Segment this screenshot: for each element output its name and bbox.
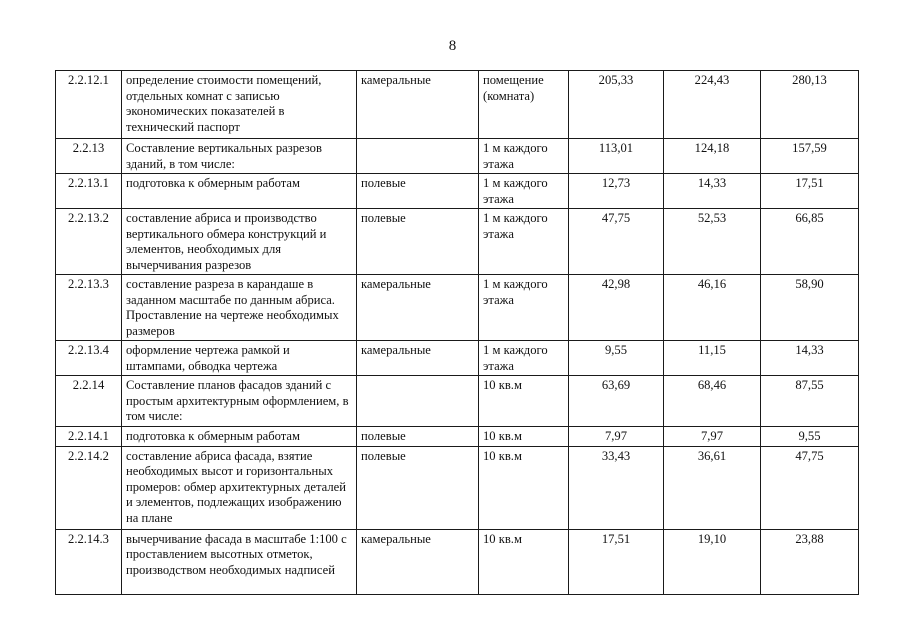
row-name-cell: составление разреза в карандаше в заданном масштабе по данным абриса. Проставление на чертеже необходимых размеров [122, 275, 357, 341]
row-code-cell: 2.2.13.4 [56, 341, 122, 376]
row-price-2-cell: 14,33 [664, 174, 761, 209]
row-unit-cell: 1 м каждого этажа [479, 139, 569, 174]
row-name-cell: Составление вертикальных разрезов зданий, в том числе: [122, 139, 357, 174]
row-price-3-cell: 280,13 [761, 71, 859, 139]
row-price-1-cell: 12,73 [569, 174, 664, 209]
row-price-3-cell: 17,51 [761, 174, 859, 209]
table-row [56, 209, 859, 275]
row-price-2-cell: 46,16 [664, 275, 761, 341]
row-price-1-cell: 113,01 [569, 139, 664, 174]
row-unit-cell: 1 м каждого этажа [479, 275, 569, 341]
row-price-3-cell: 23,88 [761, 529, 859, 594]
row-price-2-cell: 52,53 [664, 209, 761, 275]
row-work-type-cell [357, 139, 479, 174]
row-name-cell: подготовка к обмерным работам [122, 174, 357, 209]
table-row [56, 446, 859, 529]
row-price-1-cell: 17,51 [569, 529, 664, 594]
row-code-cell: 2.2.14.3 [56, 529, 122, 594]
row-name-cell: вычерчивание фасада в масштабе 1:100 с проставлением высотных отметок, производством необходимых надписей [122, 529, 357, 594]
row-unit-cell: 10 кв.м [479, 529, 569, 594]
row-name-cell: оформление чертежа рамкой и штампами, обводка чертежа [122, 341, 357, 376]
row-price-2-cell: 68,46 [664, 376, 761, 427]
tariff-table [55, 70, 859, 595]
table-row [56, 427, 859, 447]
table-row [56, 275, 859, 341]
row-work-type-cell: камеральные [357, 529, 479, 594]
row-price-3-cell: 66,85 [761, 209, 859, 275]
table-row [56, 529, 859, 594]
row-unit-cell: 10 кв.м [479, 376, 569, 427]
row-price-3-cell: 9,55 [761, 427, 859, 447]
row-price-3-cell: 157,59 [761, 139, 859, 174]
row-price-2-cell: 36,61 [664, 446, 761, 529]
row-price-2-cell: 19,10 [664, 529, 761, 594]
row-unit-cell: 10 кв.м [479, 446, 569, 529]
row-name-cell: составление абриса фасада, взятие необходимых высот и горизонтальных промеров: обмер архитектурных деталей и элементов, подлежащих изображению на плане [122, 446, 357, 529]
table-row [56, 174, 859, 209]
row-price-1-cell: 7,97 [569, 427, 664, 447]
row-work-type-cell: камеральные [357, 341, 479, 376]
row-unit-cell: 1 м каждого этажа [479, 341, 569, 376]
row-price-1-cell: 205,33 [569, 71, 664, 139]
row-price-1-cell: 63,69 [569, 376, 664, 427]
row-price-1-cell: 47,75 [569, 209, 664, 275]
table-row [56, 71, 859, 139]
row-name-cell: определение стоимости помещений, отдельных комнат с записью экономических показателей в технический паспорт [122, 71, 357, 139]
row-price-2-cell: 7,97 [664, 427, 761, 447]
row-price-3-cell: 14,33 [761, 341, 859, 376]
table-row [56, 139, 859, 174]
row-name-cell: подготовка к обмерным работам [122, 427, 357, 447]
row-unit-cell: 1 м каждого этажа [479, 209, 569, 275]
row-price-1-cell: 33,43 [569, 446, 664, 529]
row-work-type-cell: камеральные [357, 275, 479, 341]
row-code-cell: 2.2.14 [56, 376, 122, 427]
row-unit-cell: помещение (комната) [479, 71, 569, 139]
row-price-3-cell: 87,55 [761, 376, 859, 427]
row-work-type-cell: полевые [357, 427, 479, 447]
row-price-1-cell: 42,98 [569, 275, 664, 341]
row-code-cell: 2.2.14.2 [56, 446, 122, 529]
row-work-type-cell: камеральные [357, 71, 479, 139]
row-code-cell: 2.2.13.3 [56, 275, 122, 341]
page-number: 8 [448, 38, 457, 54]
row-price-2-cell: 124,18 [664, 139, 761, 174]
row-work-type-cell [357, 376, 479, 427]
row-price-1-cell: 9,55 [569, 341, 664, 376]
row-name-cell: составление абриса и производство вертикального обмера конструкций и элементов, необходимых для вычерчивания разрезов [122, 209, 357, 275]
row-work-type-cell: полевые [357, 446, 479, 529]
row-work-type-cell: полевые [357, 209, 479, 275]
row-code-cell: 2.2.13.1 [56, 174, 122, 209]
row-unit-cell: 10 кв.м [479, 427, 569, 447]
row-price-3-cell: 58,90 [761, 275, 859, 341]
row-price-2-cell: 11,15 [664, 341, 761, 376]
row-price-2-cell: 224,43 [664, 71, 761, 139]
row-code-cell: 2.2.14.1 [56, 427, 122, 447]
row-code-cell: 2.2.13 [56, 139, 122, 174]
row-unit-cell: 1 м каждого этажа [479, 174, 569, 209]
row-work-type-cell: полевые [357, 174, 479, 209]
row-code-cell: 2.2.12.1 [56, 71, 122, 139]
row-name-cell: Составление планов фасадов зданий с простым архитектурным оформлением, в том числе: [122, 376, 357, 427]
table-row [56, 341, 859, 376]
row-code-cell: 2.2.13.2 [56, 209, 122, 275]
table-row [56, 376, 859, 427]
row-price-3-cell: 47,75 [761, 446, 859, 529]
